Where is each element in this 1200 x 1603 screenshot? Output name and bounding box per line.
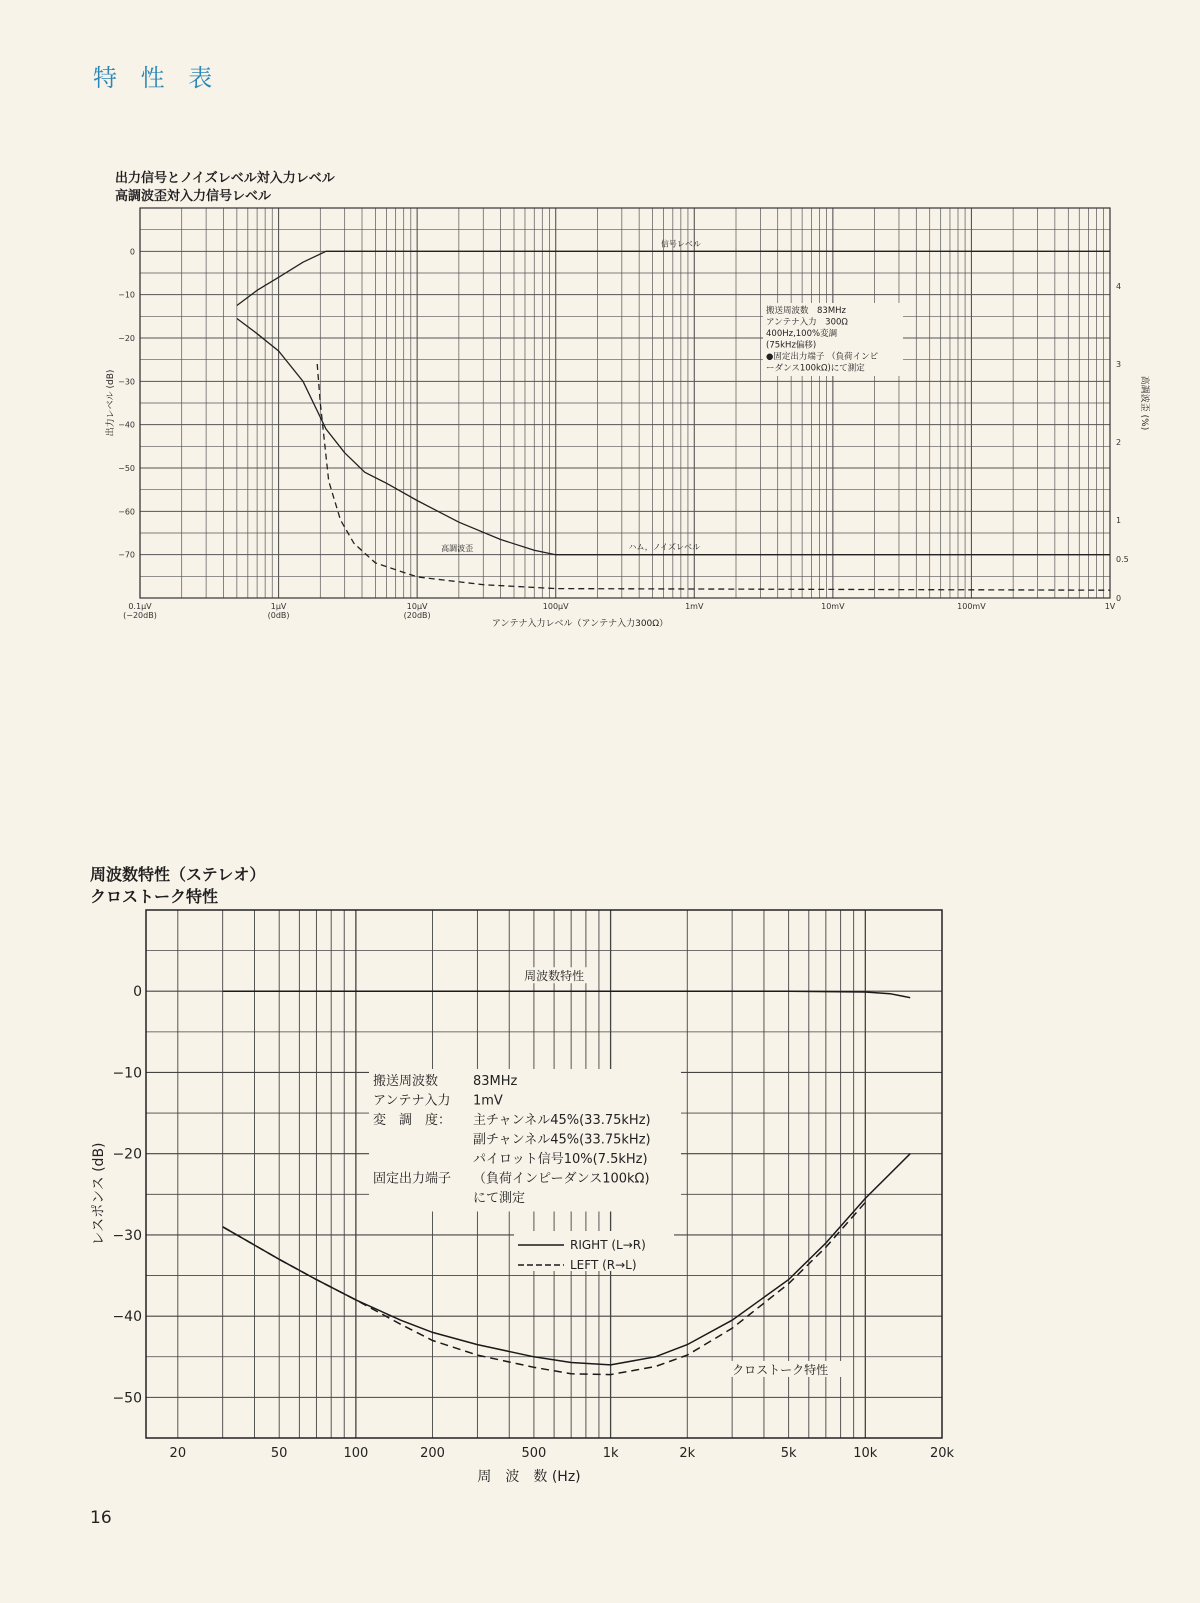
chart1-y-tick-label: −20	[118, 334, 135, 343]
chart1-hum-noise-label: ハム，ノイズレベル	[628, 542, 701, 552]
chart2-series-left	[223, 1202, 866, 1374]
chart1-annotation-line: (75kHz偏移)	[766, 340, 817, 351]
chart1-annotation-line: ●固定出力端子 （負荷インピ	[766, 352, 879, 362]
chart2-annotation-value: 1mV	[473, 1093, 503, 1109]
chart1-y-tick-label: −40	[118, 420, 135, 430]
chart2-x-tick-label: 50	[270, 1446, 288, 1461]
chart1-y-tick-label: −10	[118, 290, 135, 300]
chart2-legend-right-label: RIGHT (L→R)	[570, 1238, 646, 1252]
chart1-y-tick-label: −70	[118, 550, 135, 560]
page-number: 16	[90, 1508, 112, 1528]
page-title: 特 性 表	[93, 64, 221, 92]
chart1-y2-tick-label: 4	[1116, 282, 1122, 291]
chart1-x-tick-label: 0.1μV	[128, 602, 152, 611]
chart1-y-tick-label: −60	[118, 507, 135, 517]
chart2-annotation-value: パイロット信号10%(7.5kHz)	[473, 1152, 648, 1167]
chart1-y-tick-label: −50	[118, 464, 135, 473]
chart1-y2-tick-label: 3	[1116, 360, 1122, 369]
chart1-y-tick-label: −30	[118, 377, 135, 387]
chart2-annotation-value: （負荷インピーダンス100kΩ)	[473, 1171, 650, 1187]
chart2-x-axis-label: 周 波 数 (Hz)	[477, 1469, 581, 1485]
chart1-x-tick-sublabel: (0dB)	[267, 611, 290, 620]
chart2-series-frequency-response	[223, 991, 911, 998]
chart2-annotation-key: 搬送周波数	[373, 1074, 439, 1089]
chart2-y-tick-label: −30	[112, 1227, 142, 1244]
chart1-x-tick-label: 1V	[1104, 602, 1116, 611]
chart1-y-axis-label: 出力レベル (dB)	[106, 369, 116, 437]
chart2-title-line1: 周波数特性（ステレオ）	[90, 865, 266, 884]
chart1-annotation-line: アンテナ入力 300Ω	[766, 317, 848, 328]
chart2-annotation-value: 副チャンネル45%(33.75kHz)	[473, 1132, 651, 1148]
chart2-x-tick-label: 1k	[602, 1446, 619, 1461]
chart2-freq-response-label: 周波数特性	[524, 969, 585, 984]
chart1-signal-level-label: 信号レベル	[660, 239, 701, 249]
chart2-y-tick-label: 0	[133, 984, 142, 1001]
chart2-y-tick-label: −20	[112, 1146, 142, 1163]
chart1-x-tick-label: 100μV	[542, 602, 569, 611]
chart2-annotation-key: アンテナ入力	[373, 1093, 451, 1109]
chart1-distortion-label: 高調波歪	[441, 544, 474, 554]
chart2-annotation-value: 主チャンネル45%(33.75kHz)	[473, 1113, 651, 1128]
chart1-x-tick-label: 1μV	[270, 602, 287, 611]
chart2-y-tick-label: −10	[112, 1065, 142, 1082]
chart1-x-tick-label: 1mV	[685, 602, 704, 611]
chart2-annotation-value: 83MHz	[473, 1074, 518, 1089]
chart1-x-tick-label: 10μV	[406, 602, 428, 611]
chart1-y2-tick-label: 2	[1116, 438, 1122, 447]
chart2-x-tick-label: 10k	[853, 1446, 878, 1461]
chart2-x-tick-label: 5k	[780, 1446, 797, 1461]
chart2-x-tick-label: 500	[521, 1446, 547, 1461]
chart1-x-axis-label: アンテナ入力レベル（アンテナ入力300Ω）	[491, 619, 669, 629]
chart2-x-tick-label: 2k	[679, 1446, 696, 1461]
chart2-annotation-key: 固定出力端子	[373, 1171, 452, 1187]
chart1-y-tick-label: 0	[129, 247, 135, 257]
chart1-x-tick-label: 100mV	[957, 602, 986, 611]
chart2-x-tick-label: 20k	[929, 1446, 955, 1461]
chart2-y-tick-label: −50	[112, 1390, 142, 1407]
chart1-y2-tick-label: 0	[1116, 594, 1122, 603]
chart1-x-tick-label: 10mV	[821, 602, 845, 611]
chart1-x-tick-sublabel: (−20dB)	[123, 611, 157, 620]
chart2-title-line2: クロストーク特性	[90, 887, 219, 906]
chart1-annotation-line: 搬送周波数 83MHz	[766, 306, 847, 316]
chart2-x-tick-label: 20	[169, 1446, 187, 1461]
chart2-x-tick-label: 200	[420, 1446, 445, 1461]
chart2-crosstalk-label: クロストーク特性	[732, 1362, 829, 1377]
chart1-x-tick-sublabel: (20dB)	[403, 611, 431, 620]
chart1-title-line1: 出力信号とノイズレベル対入力レベル	[115, 171, 335, 186]
chart1-y2-tick-label: 0.5	[1116, 555, 1129, 564]
chart2-y-axis-label: レスポンス (dB)	[91, 1142, 107, 1246]
chart2-annotation-key: 変 調 度：	[373, 1113, 452, 1128]
chart1-y2-axis-label: 高調波歪 (%)	[1139, 375, 1149, 431]
chart2-x-tick-label: 100	[343, 1446, 369, 1461]
chart2-y-tick-label: −40	[112, 1309, 142, 1326]
chart1-y2-tick-label: 1	[1116, 516, 1122, 525]
chart2-annotation-value: にて測定	[473, 1191, 526, 1206]
chart1-annotation-line: ーダンス100kΩ)にて測定	[766, 363, 865, 374]
chart1-title-line2: 高調波歪対入力信号レベル	[115, 189, 272, 204]
chart1-annotation-line: 400Hz,100%変調	[766, 329, 838, 339]
chart2-legend-left-label: LEFT (R→L)	[570, 1258, 637, 1272]
